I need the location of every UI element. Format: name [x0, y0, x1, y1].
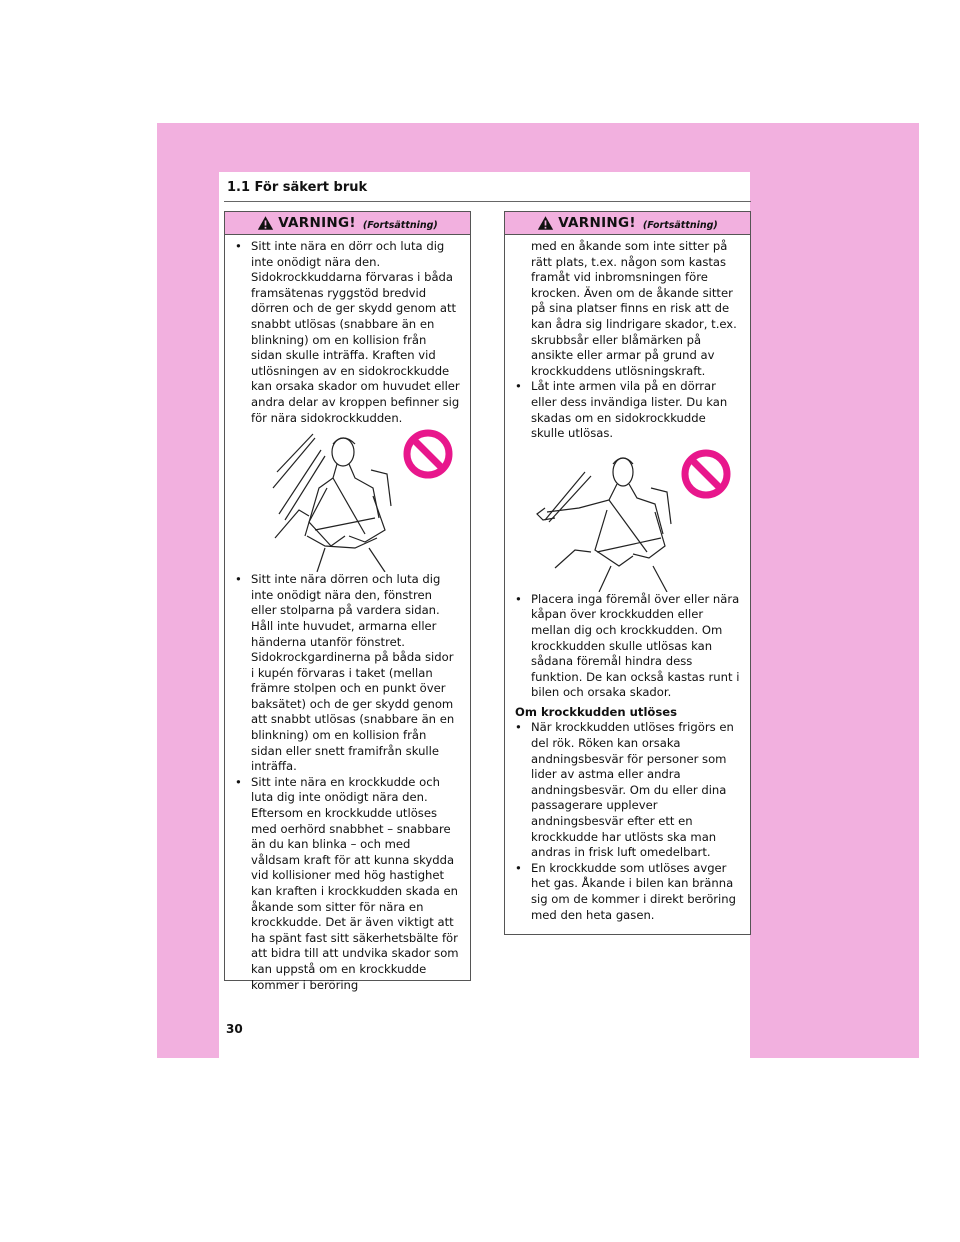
- warning-triangle-icon: [537, 215, 554, 231]
- warning-header: [225, 212, 470, 235]
- bullet: •: [235, 239, 242, 253]
- warning-box-left: [224, 211, 471, 992]
- warning-content: [225, 235, 470, 993]
- bullet: •: [235, 572, 242, 587]
- seated-person-door-illustration: [235, 426, 460, 572]
- list-item: [235, 572, 460, 775]
- item-text: Låt inte armen vila på en dörrar eller dess invändiga lister. Du kan skadas om en sidokrockkudde skulle utlösas.: [531, 379, 728, 441]
- page-number: 30: [226, 1022, 243, 1036]
- section-title: 1.1 För säkert bruk: [227, 180, 368, 195]
- bullet: •: [235, 774, 242, 789]
- list-item: [515, 861, 740, 923]
- illustration-arm-on-door: [515, 442, 740, 592]
- bullet: •: [515, 720, 522, 735]
- warning-box-right: [504, 211, 751, 935]
- subheading: Om krockkudden utlöses: [515, 704, 678, 719]
- illustration-side-airbag: [235, 426, 460, 572]
- bullet: •: [515, 379, 522, 394]
- warning-continued: (Fortsättning): [642, 219, 718, 231]
- prohibition-icon: [685, 453, 727, 495]
- item-text: Sitt inte nära dörren och luta dig inte onödigt nära den, fönstren eller stolparna på vardera sidan. Håll inte huvudet, armarna eller händerna utanför fönstret. Sidokrockgardinerna på båda sidor i kupén förvaras i taket (mellan främre stolpen och en punkt över baksätet) och de ger skydd genom att snabbt utlösas (snabbare än en blinkning) om en kollision från sidan eller snett framifrån skulle inträffa.: [251, 572, 455, 774]
- item-text: Sitt inte nära en krockkudde och luta dig inte onödigt nära den. Eftersom en krockkudde utlöses med oerhörd snabbhet – snabbare än du kan blinka – och med våldsam kraft för att kunna skydda vid kollisioner med hög hastighet kan kraften i krockkudden skada en åkande som sitter för nära en krockkudde. Det är även viktigt att ha spänt fast sitt säkerhetsbälte för att bidra till att undvika skador som kan uppstå om en krockkudde kommer i beröring: [251, 774, 459, 992]
- item-text: En krockkudde som utlöses avger het gas. Åkande i bilen kan bränna sig om de kommer i direkt beröring med den heta gasen.: [531, 860, 736, 922]
- item-text: När krockkudden utlöses frigörs en del rök. Röken kan orsaka andningsbesvär för personer som lider av astma eller andra andningsbesvär. Om du eller dina passagerare upplever andningsbesvär efter ett en krockkudde har utlösts ska man andras in frisk luft omedelbart.: [531, 720, 734, 860]
- continuation-text: med en åkande som inte sitter på rätt plats, t.ex. någon som kastas framåt vid inbromsningen före krocken. Även om de åkande sitter på sina platser finns en risk att de kan ådra sig lindrigare skador, t.ex. skrubbsår eller blåmärken på ansikte eller armar på grund av krockkuddens utlösningskraft.: [531, 239, 737, 378]
- warning-word: VARNING!: [278, 215, 356, 231]
- item-text: Placera inga föremål över eller nära kåpan över krockkudden eller mellan dig och krockkudden. Om krockkudden skulle utlösas kan sådana föremål hindra dess funktion. De kan också kastas runt i bilen och orsaka skador.: [531, 591, 740, 700]
- title-rule: [224, 201, 751, 202]
- arm-on-door-illustration: [515, 442, 740, 592]
- prohibition-icon: [407, 433, 449, 475]
- warning-header: [505, 212, 750, 235]
- bullet: •: [515, 860, 522, 875]
- list-item: [515, 720, 740, 860]
- warning-triangle-icon: [257, 215, 274, 231]
- warning-word: VARNING!: [558, 215, 636, 231]
- list-item: [515, 592, 740, 701]
- warning-continued: (Fortsättning): [362, 219, 438, 231]
- bullet: •: [515, 591, 522, 606]
- list-item: [515, 379, 740, 441]
- list-item: [235, 239, 460, 426]
- list-item: [235, 775, 460, 993]
- warning-content: [505, 235, 750, 923]
- item-text: Sitt inte nära en dörr och luta dig inte onödigt nära den. Sidokrockkuddarna förvaras i båda framsätenas ryggstöd bredvid dörren och de ger skydd genom att snabbt utlösas (snabbare än en blinkning) om en kollision från sidan skulle inträffa. Kraften vid utlösningen av en sidokrockkudde kan orsaka skador om huvudet eller andra delar av kroppen befinner sig för nära sidokrockkudden.: [251, 239, 460, 425]
